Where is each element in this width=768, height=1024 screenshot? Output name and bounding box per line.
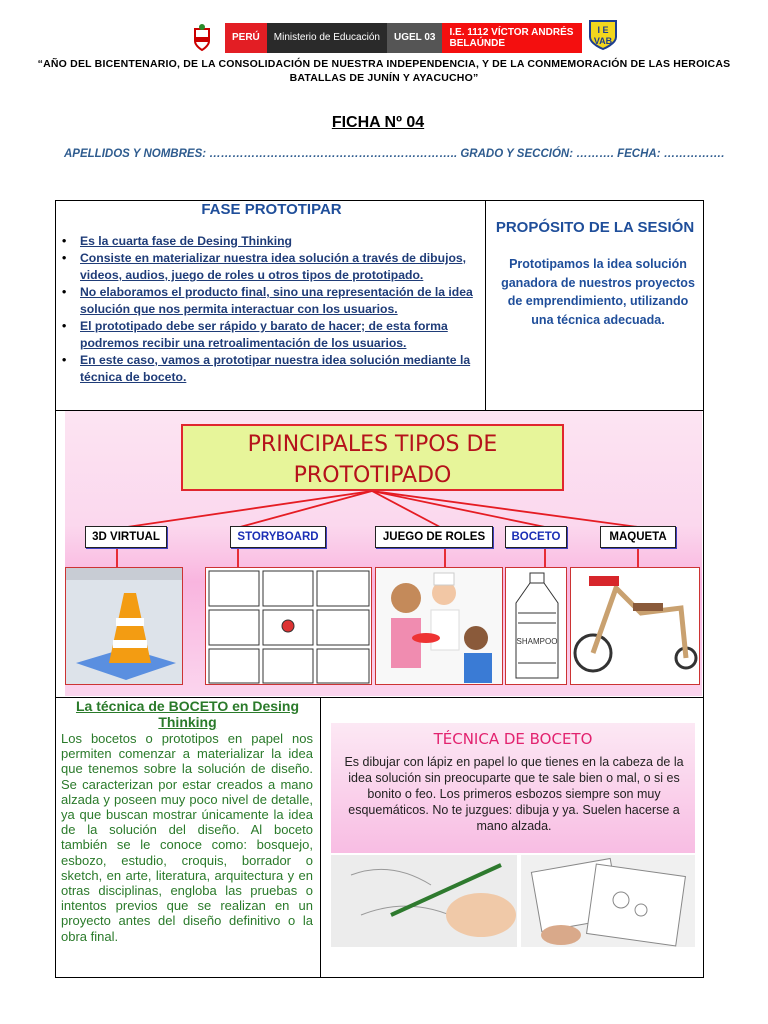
boceto-title: La técnica de BOCETO en Desing Thinking [75, 698, 300, 730]
tecnica-title: TÉCNICA DE BOCETO [433, 730, 593, 748]
fase-title: FASE PROTOTIPAR [201, 201, 342, 218]
type-juego-de-roles: JUEGO DE ROLES [375, 526, 493, 548]
peru-label: PERÚ [225, 23, 267, 53]
svg-text:VAB: VAB [594, 36, 613, 46]
student-info-line: APELLIDOS Y NOMBRES: ……………………………………………………….. GRADO Y SECCIÓN: ………. FECHA: ……………. [64, 148, 725, 160]
list-item: • Es la cuarta fase de Desing Thinking [60, 233, 482, 250]
ministerio-label: Ministerio de Educación [267, 23, 387, 53]
3d-virtual-image [65, 567, 183, 685]
boceto-image [505, 567, 567, 685]
list-item: • En este caso, vamos a prototipar nuestra idea solución mediante la técnica de boceto. [60, 352, 482, 386]
type-storyboard: STORYBOARD [230, 526, 326, 548]
sketch-paper-image [521, 855, 695, 947]
storyboard-image [205, 567, 372, 685]
ugel-label: UGEL 03 [387, 23, 443, 53]
type-3d-virtual: 3D VIRTUAL [85, 526, 167, 548]
divider [320, 697, 321, 978]
school-label: I.E. 1112 VÍCTOR ANDRÉS BELAÚNDE [442, 23, 582, 53]
list-item: • Consiste en materializar nuestra idea solución a través de dibujos, videos, audios, juego de roles u otros tipos de prototipado. [60, 250, 482, 284]
svg-text:I E: I E [597, 25, 609, 35]
proposito-title: PROPÓSITO DE LA SESIÓN [495, 219, 695, 236]
tecnica-text: Es dibujar con lápiz en papel lo que tienes en la cabeza de la idea solución sin preocuparte que te sale bien o mal, o si es bonito o feo. Los primeros esbozos siempre son muy esquemáticos. No te juzgues: dibuja y ya. Suelen hacerse a mano alzada. [344, 755, 684, 833]
diagram-title: PRINCIPALES TIPOS DE PROTOTIPADO [181, 424, 564, 491]
proposito-text: Prototipamos la idea solución ganadora de nuestros proyectos de emprendimiento, utilizando una técnica adecuada. [501, 257, 695, 327]
motto: “AÑO DEL BICENTENARIO, DE LA CONSOLIDACIÓN DE NUESTRA INDEPENDENCIA, Y DE LA CONMEMORACIÓN DE LAS HEROICAS BATALLAS DE JUNÍN Y AYACUCHO” [37, 58, 731, 84]
juego-de-roles-image [375, 567, 503, 685]
maqueta-image [570, 567, 700, 685]
boceto-text: Los bocetos o prototipos en papel nos permiten comenzar a materializar la idea que tenemos sobre la solución de diseño. Se caracterizan por estar creados a mano alzada y poseen muy poco nivel de detalle, ya que buscan mostrar únicamente la idea de la solución del diseño. Al boceto también se le conoce como: bosquejo, esbozo, estudio, croquis, borrador o sketch, en arte, literatura, arquitectura y en otras disciplinas, engloba las pruebas o intentos previos que se realizan en un proyecto antes del diseño definitivo o la obra final. [61, 731, 313, 944]
page-title: FICHA Nº 04 [331, 114, 425, 131]
type-boceto: BOCETO [505, 526, 567, 548]
type-maqueta: MAQUETA [600, 526, 676, 548]
sketching-hand-image [331, 855, 517, 947]
shampoo-label: SHAMPOO [516, 637, 558, 646]
list-item: • No elaboramos el producto final, sino una representación de la idea solución que nos permita interactuar con los usuarios. [60, 284, 482, 318]
list-item: • El prototipado debe ser rápido y barato de hacer; de esta forma podremos recibir una retroalimentación de los usuarios. [60, 318, 482, 352]
